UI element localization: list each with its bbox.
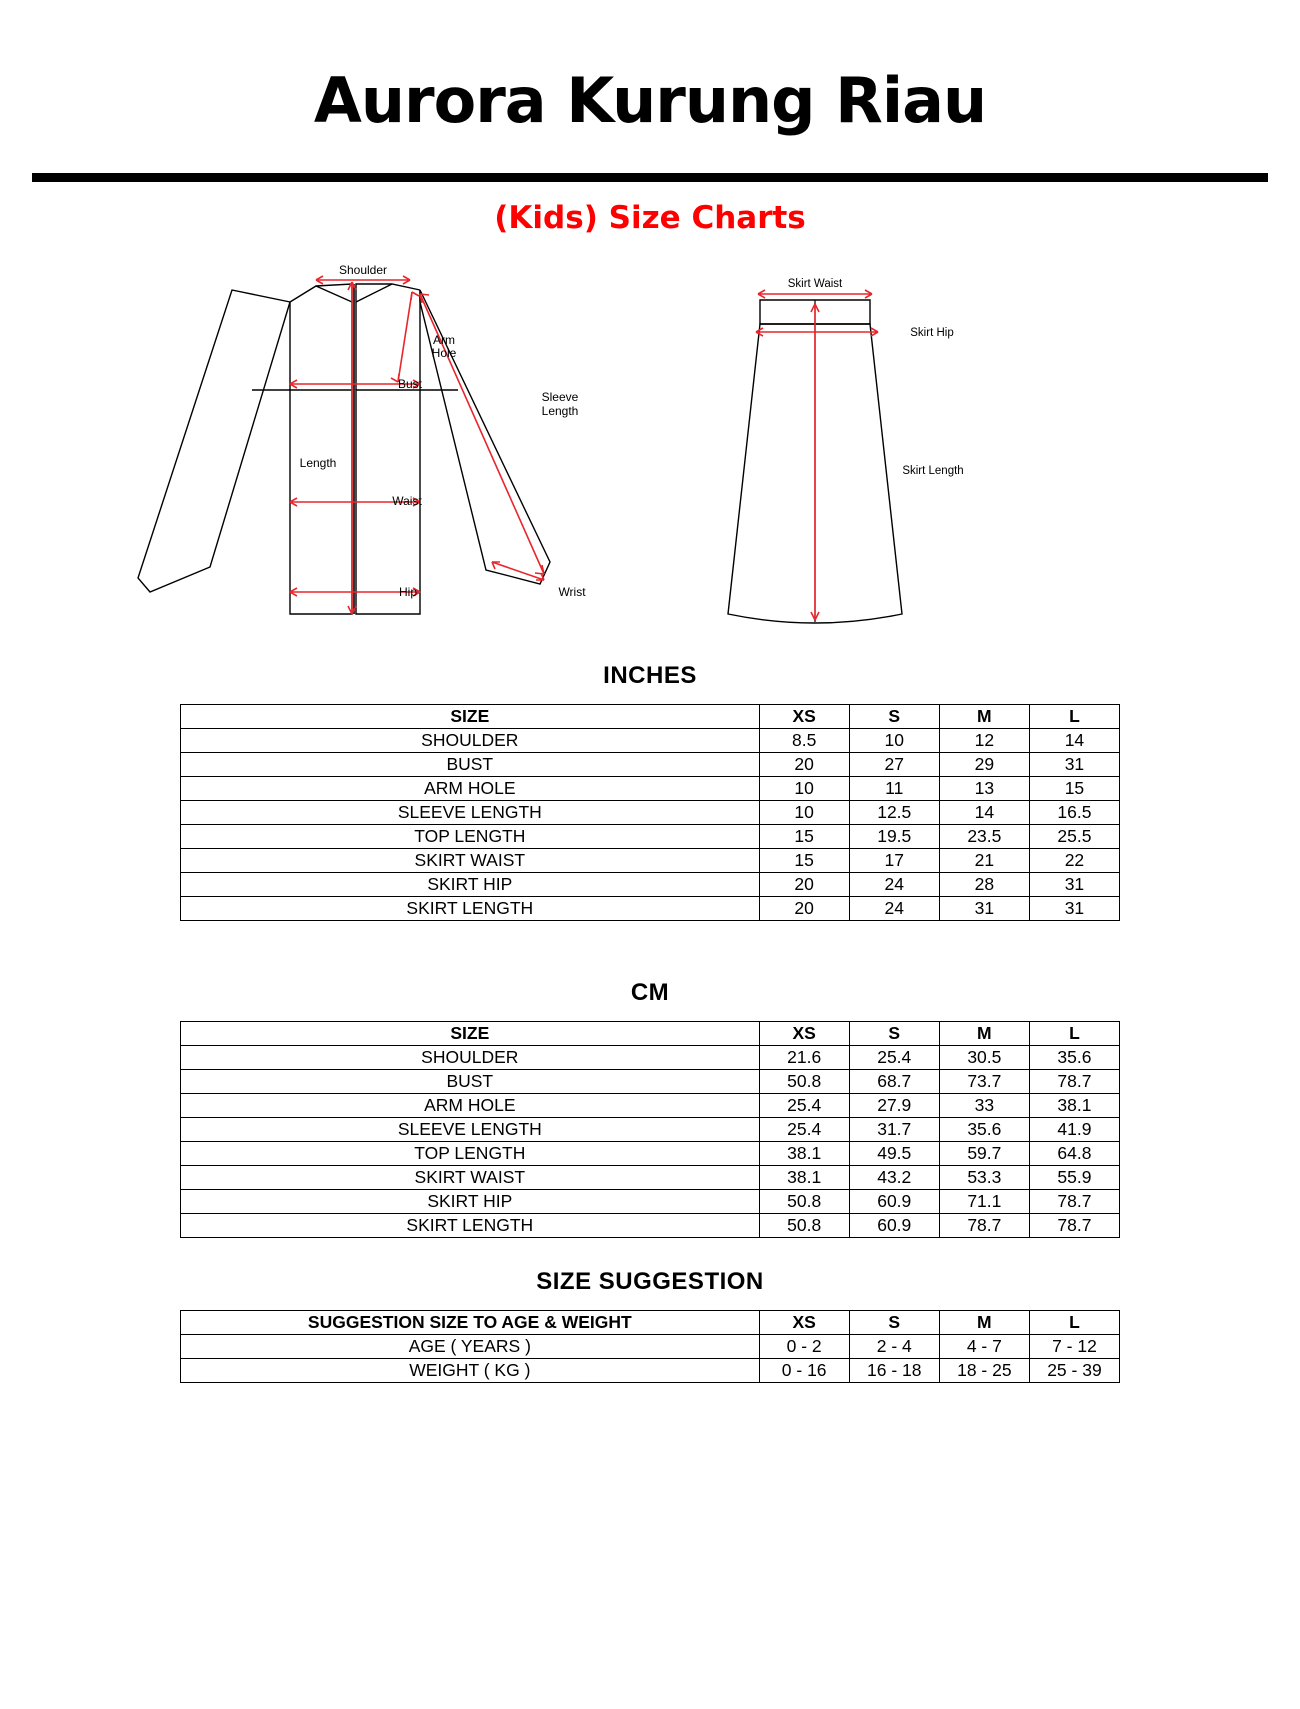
suggestion-heading: SIZE SUGGESTION bbox=[536, 1267, 764, 1295]
row-label: SKIRT WAIST bbox=[181, 848, 760, 872]
column-header-suggestion: SUGGESTION SIZE TO AGE & WEIGHT bbox=[181, 1310, 760, 1334]
cell-m: 59.7 bbox=[939, 1141, 1029, 1165]
table-header-row bbox=[181, 704, 1120, 728]
row-label: ARM HOLE bbox=[181, 776, 760, 800]
table-row bbox=[181, 776, 1120, 800]
cell-xs: 38.1 bbox=[759, 1141, 849, 1165]
cell-s: 24 bbox=[849, 896, 939, 920]
cm-table-wrap bbox=[180, 1021, 1120, 1238]
page-subtitle: (Kids) Size Charts bbox=[494, 200, 806, 237]
row-label: SKIRT LENGTH bbox=[181, 896, 760, 920]
label-shoulder: Shoulder bbox=[338, 262, 388, 277]
row-label: BUST bbox=[181, 1069, 760, 1093]
table-row bbox=[181, 1093, 1120, 1117]
cell-s: 12.5 bbox=[849, 800, 939, 824]
label-skirt-hip: Skirt Hip bbox=[910, 326, 954, 339]
cell-xs: 15 bbox=[759, 848, 849, 872]
column-header-s: S bbox=[849, 1021, 939, 1045]
column-header-xs: XS bbox=[759, 704, 849, 728]
label-bust: Bust bbox=[397, 376, 423, 391]
column-header-l: L bbox=[1029, 1021, 1119, 1045]
table-header-row bbox=[181, 1310, 1120, 1334]
cell-l: 7 - 12 bbox=[1029, 1334, 1119, 1358]
cell-l: 31 bbox=[1029, 752, 1119, 776]
cell-s: 49.5 bbox=[849, 1141, 939, 1165]
row-label: TOP LENGTH bbox=[181, 1141, 760, 1165]
table-row bbox=[181, 1069, 1120, 1093]
suggestion-table-wrap bbox=[180, 1310, 1120, 1383]
table-row bbox=[181, 1334, 1120, 1358]
row-label: SHOULDER bbox=[181, 728, 760, 752]
table-row bbox=[181, 824, 1120, 848]
cell-l: 25.5 bbox=[1029, 824, 1119, 848]
table-row bbox=[181, 752, 1120, 776]
cell-s: 19.5 bbox=[849, 824, 939, 848]
cell-s: 27 bbox=[849, 752, 939, 776]
table-row bbox=[181, 1213, 1120, 1237]
cell-m: 33 bbox=[939, 1093, 1029, 1117]
table-row bbox=[181, 872, 1120, 896]
label-length: Length bbox=[299, 455, 337, 470]
cell-m: 4 - 7 bbox=[939, 1334, 1029, 1358]
table-row bbox=[181, 1358, 1120, 1382]
cell-s: 10 bbox=[849, 728, 939, 752]
table-row bbox=[181, 1189, 1120, 1213]
cell-s: 17 bbox=[849, 848, 939, 872]
garment-diagram-svg bbox=[120, 262, 1180, 652]
label-sleeve-length-2: Length bbox=[541, 403, 579, 418]
row-label: SLEEVE LENGTH bbox=[181, 1117, 760, 1141]
column-header-m: M bbox=[939, 1021, 1029, 1045]
cell-m: 13 bbox=[939, 776, 1029, 800]
cell-xs: 50.8 bbox=[759, 1069, 849, 1093]
cell-xs: 50.8 bbox=[759, 1213, 849, 1237]
cell-m: 73.7 bbox=[939, 1069, 1029, 1093]
row-label: SHOULDER bbox=[181, 1045, 760, 1069]
cell-m: 14 bbox=[939, 800, 1029, 824]
table-row bbox=[181, 800, 1120, 824]
column-header-size: SIZE bbox=[181, 704, 760, 728]
cell-s: 27.9 bbox=[849, 1093, 939, 1117]
cell-xs: 20 bbox=[759, 752, 849, 776]
row-label: WEIGHT ( KG ) bbox=[181, 1358, 760, 1382]
column-header-xs: XS bbox=[759, 1021, 849, 1045]
cell-xs: 38.1 bbox=[759, 1165, 849, 1189]
table-header-row bbox=[181, 1021, 1120, 1045]
title-divider bbox=[32, 173, 1268, 182]
cell-s: 11 bbox=[849, 776, 939, 800]
label-skirt-waist: Skirt Waist bbox=[787, 277, 843, 290]
cell-xs: 21.6 bbox=[759, 1045, 849, 1069]
cm-heading: CM bbox=[630, 978, 670, 1006]
column-header-l: L bbox=[1029, 704, 1119, 728]
inches-table bbox=[180, 704, 1120, 921]
label-arm-hole-2: Hole bbox=[431, 345, 457, 360]
column-header-s: S bbox=[849, 1310, 939, 1334]
cell-xs: 15 bbox=[759, 824, 849, 848]
cell-l: 64.8 bbox=[1029, 1141, 1119, 1165]
cell-l: 55.9 bbox=[1029, 1165, 1119, 1189]
table-row bbox=[181, 1141, 1120, 1165]
cell-m: 28 bbox=[939, 872, 1029, 896]
label-arm-hole-1: Arm bbox=[433, 332, 455, 347]
cell-s: 60.9 bbox=[849, 1189, 939, 1213]
cm-table bbox=[180, 1021, 1120, 1238]
row-label: SKIRT HIP bbox=[181, 1189, 760, 1213]
column-header-m: M bbox=[939, 1310, 1029, 1334]
cell-l: 38.1 bbox=[1029, 1093, 1119, 1117]
cell-m: 71.1 bbox=[939, 1189, 1029, 1213]
cell-l: 35.6 bbox=[1029, 1045, 1119, 1069]
cell-l: 78.7 bbox=[1029, 1069, 1119, 1093]
cell-xs: 8.5 bbox=[759, 728, 849, 752]
cell-xs: 20 bbox=[759, 872, 849, 896]
cell-s: 68.7 bbox=[849, 1069, 939, 1093]
cell-xs: 0 - 2 bbox=[759, 1334, 849, 1358]
cell-m: 21 bbox=[939, 848, 1029, 872]
table-row bbox=[181, 1117, 1120, 1141]
cell-m: 18 - 25 bbox=[939, 1358, 1029, 1382]
cell-l: 16.5 bbox=[1029, 800, 1119, 824]
cell-s: 60.9 bbox=[849, 1213, 939, 1237]
cell-m: 23.5 bbox=[939, 824, 1029, 848]
cell-s: 43.2 bbox=[849, 1165, 939, 1189]
column-header-xs: XS bbox=[759, 1310, 849, 1334]
cell-l: 22 bbox=[1029, 848, 1119, 872]
table-row bbox=[181, 848, 1120, 872]
cell-s: 31.7 bbox=[849, 1117, 939, 1141]
cell-m: 12 bbox=[939, 728, 1029, 752]
table-row bbox=[181, 728, 1120, 752]
row-label: SKIRT LENGTH bbox=[181, 1213, 760, 1237]
label-hip: Hip bbox=[398, 584, 418, 599]
cell-m: 53.3 bbox=[939, 1165, 1029, 1189]
cell-l: 25 - 39 bbox=[1029, 1358, 1119, 1382]
column-header-size: SIZE bbox=[181, 1021, 760, 1045]
column-header-s: S bbox=[849, 704, 939, 728]
cell-m: 35.6 bbox=[939, 1117, 1029, 1141]
cell-s: 24 bbox=[849, 872, 939, 896]
cell-l: 14 bbox=[1029, 728, 1119, 752]
page-title: Aurora Kurung Riau bbox=[313, 63, 987, 137]
suggestion-table bbox=[180, 1310, 1120, 1383]
cell-l: 78.7 bbox=[1029, 1189, 1119, 1213]
cell-l: 41.9 bbox=[1029, 1117, 1119, 1141]
label-wrist: Wrist bbox=[558, 584, 586, 599]
table-row bbox=[181, 896, 1120, 920]
size-chart-page bbox=[0, 42, 1300, 1709]
cell-s: 16 - 18 bbox=[849, 1358, 939, 1382]
column-header-l: L bbox=[1029, 1310, 1119, 1334]
row-label: TOP LENGTH bbox=[181, 824, 760, 848]
table-row bbox=[181, 1045, 1120, 1069]
cell-m: 29 bbox=[939, 752, 1029, 776]
row-label: SLEEVE LENGTH bbox=[181, 800, 760, 824]
cell-m: 78.7 bbox=[939, 1213, 1029, 1237]
label-sleeve-length-1: Sleeve bbox=[541, 389, 579, 404]
cell-xs: 20 bbox=[759, 896, 849, 920]
inches-table-wrap bbox=[180, 704, 1120, 921]
cell-xs: 10 bbox=[759, 800, 849, 824]
cell-m: 30.5 bbox=[939, 1045, 1029, 1069]
label-skirt-length: Skirt Length bbox=[902, 464, 964, 477]
cell-l: 31 bbox=[1029, 896, 1119, 920]
cell-m: 31 bbox=[939, 896, 1029, 920]
table-row bbox=[181, 1165, 1120, 1189]
row-label: ARM HOLE bbox=[181, 1093, 760, 1117]
cell-xs: 10 bbox=[759, 776, 849, 800]
cell-s: 2 - 4 bbox=[849, 1334, 939, 1358]
cell-l: 15 bbox=[1029, 776, 1119, 800]
cell-xs: 25.4 bbox=[759, 1093, 849, 1117]
inches-heading: INCHES bbox=[603, 661, 697, 689]
cell-xs: 50.8 bbox=[759, 1189, 849, 1213]
row-label: SKIRT HIP bbox=[181, 872, 760, 896]
cell-l: 78.7 bbox=[1029, 1213, 1119, 1237]
cell-xs: 25.4 bbox=[759, 1117, 849, 1141]
row-label: SKIRT WAIST bbox=[181, 1165, 760, 1189]
cell-s: 25.4 bbox=[849, 1045, 939, 1069]
cell-l: 31 bbox=[1029, 872, 1119, 896]
label-waist: Waist bbox=[392, 493, 422, 508]
cell-xs: 0 - 16 bbox=[759, 1358, 849, 1382]
garment-diagrams bbox=[0, 262, 1300, 662]
row-label: BUST bbox=[181, 752, 760, 776]
column-header-m: M bbox=[939, 704, 1029, 728]
row-label: AGE ( YEARS ) bbox=[181, 1334, 760, 1358]
